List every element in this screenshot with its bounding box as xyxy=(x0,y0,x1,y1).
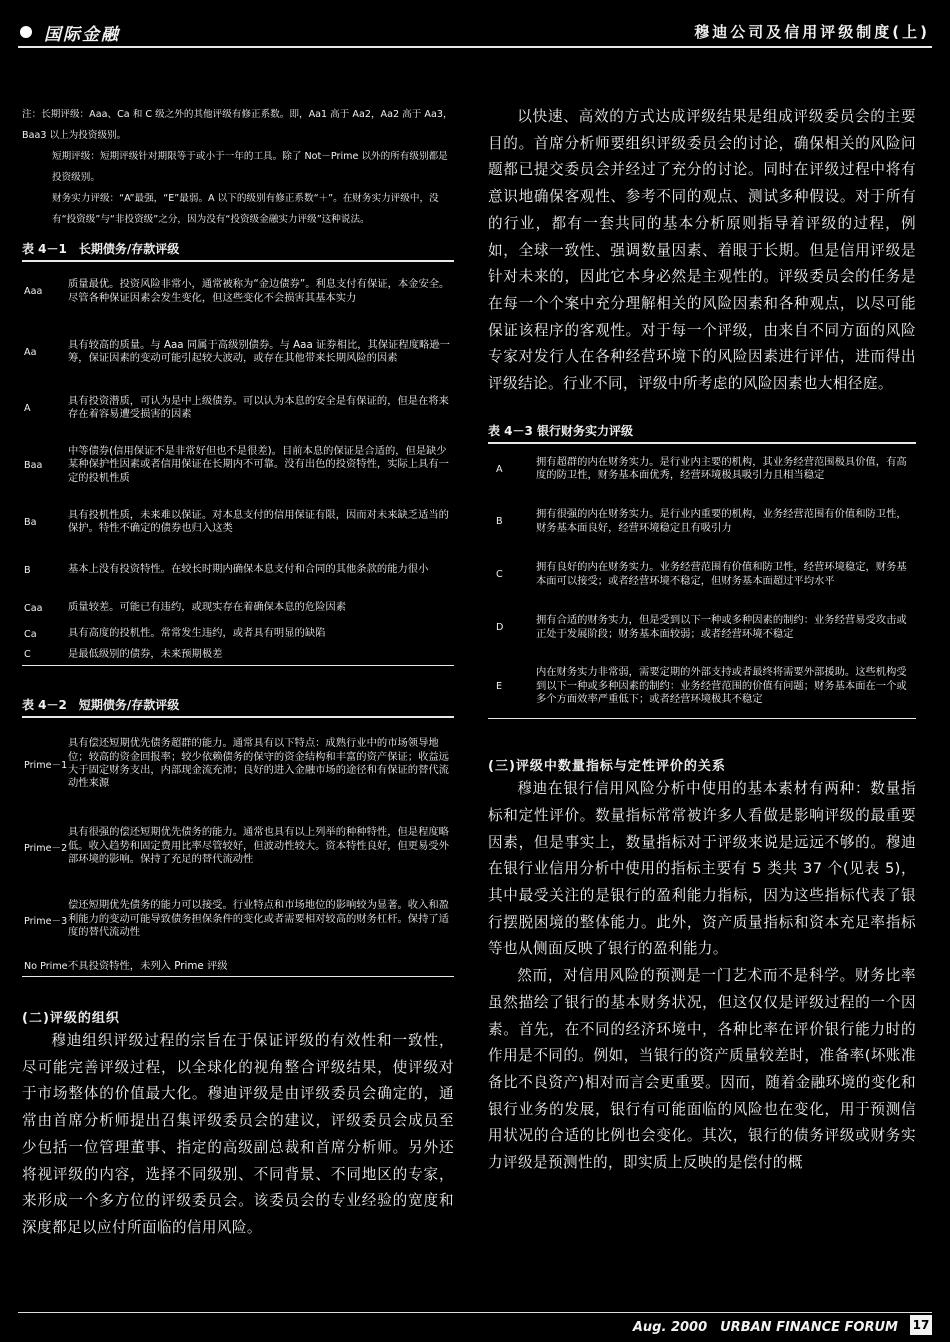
rating-desc: 具有较高的质量。与 Aaa 同属于高级别债券。与 Aaa 证券相比，其保证程度略逊一筹，保证因素的变动可能引起较大波动，或存在其他带来长期风险的因素 xyxy=(68,338,450,364)
rating-desc: 具有高度的投机性。常常发生违约，或者具有明显的缺陷 xyxy=(68,627,326,640)
rating-desc: 具有投机性质，未来难以保证。对本息支付的信用保证有限，因而对未来缺乏适当的保护。特性不确定的债券也归入这类 xyxy=(68,508,449,534)
table2-title: 表 4－2 短期债务/存款评级 xyxy=(22,697,180,712)
right-column xyxy=(488,104,916,1177)
rating-code: C xyxy=(24,649,31,661)
rating-desc: 具有投资潜质，可认为是中上级债券。可以认为本息的安全是有保证的，但是在将来存在着容易遭受损害的因素 xyxy=(68,394,449,420)
table-row xyxy=(488,495,916,549)
footer-rule xyxy=(18,1312,932,1313)
left-body xyxy=(22,1007,454,1242)
bullet-icon xyxy=(20,26,32,38)
rating-code: E xyxy=(496,680,503,692)
rating-code: D xyxy=(496,622,504,634)
note-financial-strength: 财务实力评级：“A”最强，“E”最弱。A 以下的级别有修正系数“＋”。在财务实力评级中，没有“投资级”与“非投资级”之分，因为没有“投资级金融实力评级”这种说法。 xyxy=(52,193,439,225)
section-title: 国际金融 xyxy=(44,25,120,45)
table-row xyxy=(22,717,454,811)
rating-desc: 具有偿还短期优先债务超群的能力。通常具有以下特点：成熟行业中的市场领导地位；较高的资金回报率；较少依赖债务的保守的资金结构和丰富的资产保证；收益远大于固定财务支出，内部现金流充沛；良好的进入金融市场的途径和有保证的替代流动性来源 xyxy=(68,737,449,790)
rating-code: C xyxy=(496,569,503,581)
rating-desc: 质量最优。投资风险非常小，通常被称为“金边债券”。利息支付有保证，本金安全。尽管各种保证因素会发生变化，但这些变化不会损害其基本实力 xyxy=(68,278,450,304)
rating-code: Baa xyxy=(24,459,43,471)
left-column xyxy=(22,104,454,1242)
top-bar xyxy=(0,0,950,14)
note-short-term: 短期评级：短期评级针对期限等于或小于一年的工具。除了 Not－Prime 以外的所有级别都是投资级别。 xyxy=(52,151,448,183)
page-number: 17 xyxy=(910,1315,932,1335)
paragraph: 以快速、高效的方式达成评级结果是组成评级委员会的主要目的。首席分析师要组织评级委员会的讨论，确保相关的风险问题都已提交委员会并经过了充分的讨论。同时在评级过程中将有意识地确保客观性、参考不同的观点、测试多种假设。对于所有的行业，都有一套共同的基本分析原则指导着评级的过程，例如，全球一致性、强调数量因素、着眼于长期。但是信用评级是针对未来的，因此它本身必然是主观性的。评级委员会的任务是在每一个个案中充分理解相关的风险因素和各种观点，以尽可能保证该程序的客观性。对于每一个评级，由来自不同方面的风险专家对发行人在各种经营环境下的风险因素进行评估，进而得出评级结论。行业不同，评级中所考虑的风险因素也大相径庭。 xyxy=(488,108,916,393)
article-title: 穆迪公司及信用评级制度(上) xyxy=(694,23,930,41)
table-row xyxy=(488,655,916,719)
table-row xyxy=(22,497,454,547)
rating-code: Prime－3 xyxy=(24,915,68,927)
rating-code: Aaa xyxy=(24,286,43,297)
rating-desc: 不具投资特性，未列入 Prime 评级 xyxy=(68,959,228,972)
table-row xyxy=(22,593,454,623)
journal-footer: Aug. 2000 URBAN FINANCE FORUM xyxy=(632,1320,898,1335)
short-term-rating-table xyxy=(22,716,454,978)
table-row xyxy=(22,883,454,957)
rating-desc: 具有很强的偿还短期优先债务的能力。通常也具有以上列举的种种特性，但是程度略低。收入趋势和固定费用比率尽管较好，但波动性较大。资本特性良好，但更易受外部环境的影响。保持了充足的替代流动性 xyxy=(68,826,449,866)
table-row xyxy=(488,443,916,495)
rating-code: Prime－2 xyxy=(24,842,68,854)
rating-desc: 内在财务实力非常弱，需要定期的外部支持或者最终将需要外部援助。这些机构受到以下一种或多种因素的制约：业务经营范围的价值有问题；财务基本面在一个或多个方面效率严重低下；或者经营环境极其不稳定 xyxy=(536,666,907,706)
rating-code: Ba xyxy=(24,516,37,528)
table-row xyxy=(22,321,454,383)
section-heading: (三)评级中数量指标与定性评价的关系 xyxy=(488,759,726,775)
right-intro xyxy=(488,104,916,398)
table-row xyxy=(22,383,454,433)
rating-desc: 拥有很强的内在财务实力。是行业内重要的机构，业务经营范围有价值和防卫性，财务基本面良好，经营环境稳定且有吸引力 xyxy=(536,508,907,534)
table-row xyxy=(22,623,454,645)
rating-code: No Prime xyxy=(24,960,68,972)
rating-desc: 拥有合适的财务实力，但是受到以下一种或多种因素的制约：业务经营易受攻击或正处于发展阶段；财务基本面较弱；或者经营环境不稳定 xyxy=(536,614,907,640)
rating-desc: 偿还短期优先债务的能力可以接受。行业特点和市场地位的影响较为显著。收入和盈利能力的变动可能导致债务担保条件的变化或者需要相对较高的财务杠杆。保持了适度的替代流动性 xyxy=(68,899,449,939)
right-body xyxy=(488,755,916,1177)
long-term-rating-table xyxy=(22,260,454,666)
table-row xyxy=(488,601,916,655)
rating-desc: 基本上没有投资特性。在较长时期内确保本息支付和合同的其他条款的能力很小 xyxy=(68,563,429,576)
page-header xyxy=(18,18,932,44)
rating-code: Prime－1 xyxy=(24,760,68,771)
rating-desc: 是最低级别的债券，未来预期极差 xyxy=(68,648,223,661)
rating-code: Ca xyxy=(24,628,37,640)
table-row xyxy=(22,433,454,497)
table-row xyxy=(22,261,454,321)
table1-title: 表 4－1 长期债务/存款评级 xyxy=(22,242,180,256)
table-row xyxy=(22,547,454,593)
rating-desc: 质量较差。可能已有违约，或现实存在着确保本息的危险因素 xyxy=(68,601,347,614)
section-heading: (二)评级的组织 xyxy=(22,1011,120,1026)
rating-code: B xyxy=(496,516,503,528)
rating-code: A xyxy=(24,402,31,414)
rating-desc: 中等债券(信用保证不是非常好但也不是很差)。目前本息的保证是合适的，但是缺少某种保护性因素或者信用保证在长期内不可靠。没有出色的投资特性，实际上具有一定的投机性质 xyxy=(68,444,449,484)
note-long-term: 注：长期评级：Aaa、Ca 和 C 级之外的其他评级有修正系数。即，Aa1 高于 Aa2，Aa2 高于 Aa3，Baa3 以上为投资级别。 xyxy=(22,109,453,141)
table-row xyxy=(488,549,916,601)
paragraph: 然而，对信用风险的预测是一门艺术而不是科学。财务比率虽然描绘了银行的基本财务状况，但这仅仅是评级过程的一个因素。首先，在不同的经济环境中，各种比率在评价银行能力时的作用是不同的。例如，当银行的资产质量较差时，准备率(坏账准备比不良资产)相对而言会更重要。因而，随着金融环境的变化和银行业务的发展，银行有可能面临的风险也在变化，用于预测信用状况的合适的比例也会变化。其次，银行的债务评级或财务实力评级是预测性的，即实质上反映的是偿付的概 xyxy=(488,967,916,1172)
table-row xyxy=(22,645,454,665)
rating-desc: 拥有超群的内在财务实力。是行业内主要的机构，其业务经营范围极具价值，有高度的防卫性，财务基本面优秀，经营环境极具吸引力且相当稳定 xyxy=(536,455,907,482)
rating-desc: 拥有良好的内在财务实力。业务经营范围有价值和防卫性，经营环境稳定，财务基本面可以接受；或者经营环境不稳定，但财务基本面超过平均水平 xyxy=(536,561,907,587)
rating-code: B xyxy=(24,564,31,576)
paragraph: 穆迪在银行信用风险分析中使用的基本素材有两种：数量指标和定性评价。数量指标常常被许多人看做是影响评级的最重要因素，但是事实上，数量指标对于评级来说是远远不够的。穆迪在银行业信用分析中使用的指标主要有 5 类共 37 个(见表 5)，其中最受关注的是银行的盈利能力指标，因为这些指标代表了银行摆脱困境的整体能力。此外，资产质量指标和资本充足率指标等也从侧面反映了银行的盈利能力。 xyxy=(488,780,916,958)
table3-title: 表 4－3 银行财务实力评级 xyxy=(488,423,634,438)
header-rule xyxy=(18,46,932,48)
table-row xyxy=(22,957,454,977)
rating-code: A xyxy=(496,463,503,475)
rating-code: Aa xyxy=(24,346,37,358)
paragraph: 穆迪组织评级过程的宗旨在于保证评级的有效性和一致性，尽可能完善评级过程，以全球化的视角整合评级结果，使评级对于市场整体的价值最大化。穆迪评级是由评级委员会确定的，通常由首席分析师提出召集评级委员会的建议，评级委员会成员至少包括一位管理董事、指定的高级副总裁和首席分析师。另外还将视评级的内容，选择不同级别、不同背景、不同地区的专家，来形成一个多方位的评级委员会。该委员会的专业经验的宽度和深度都足以应付所面临的信用风险。 xyxy=(22,1032,454,1236)
rating-code: Caa xyxy=(24,602,43,614)
table-row xyxy=(22,811,454,883)
rating-notes xyxy=(22,104,454,230)
bank-financial-strength-table xyxy=(488,442,916,720)
